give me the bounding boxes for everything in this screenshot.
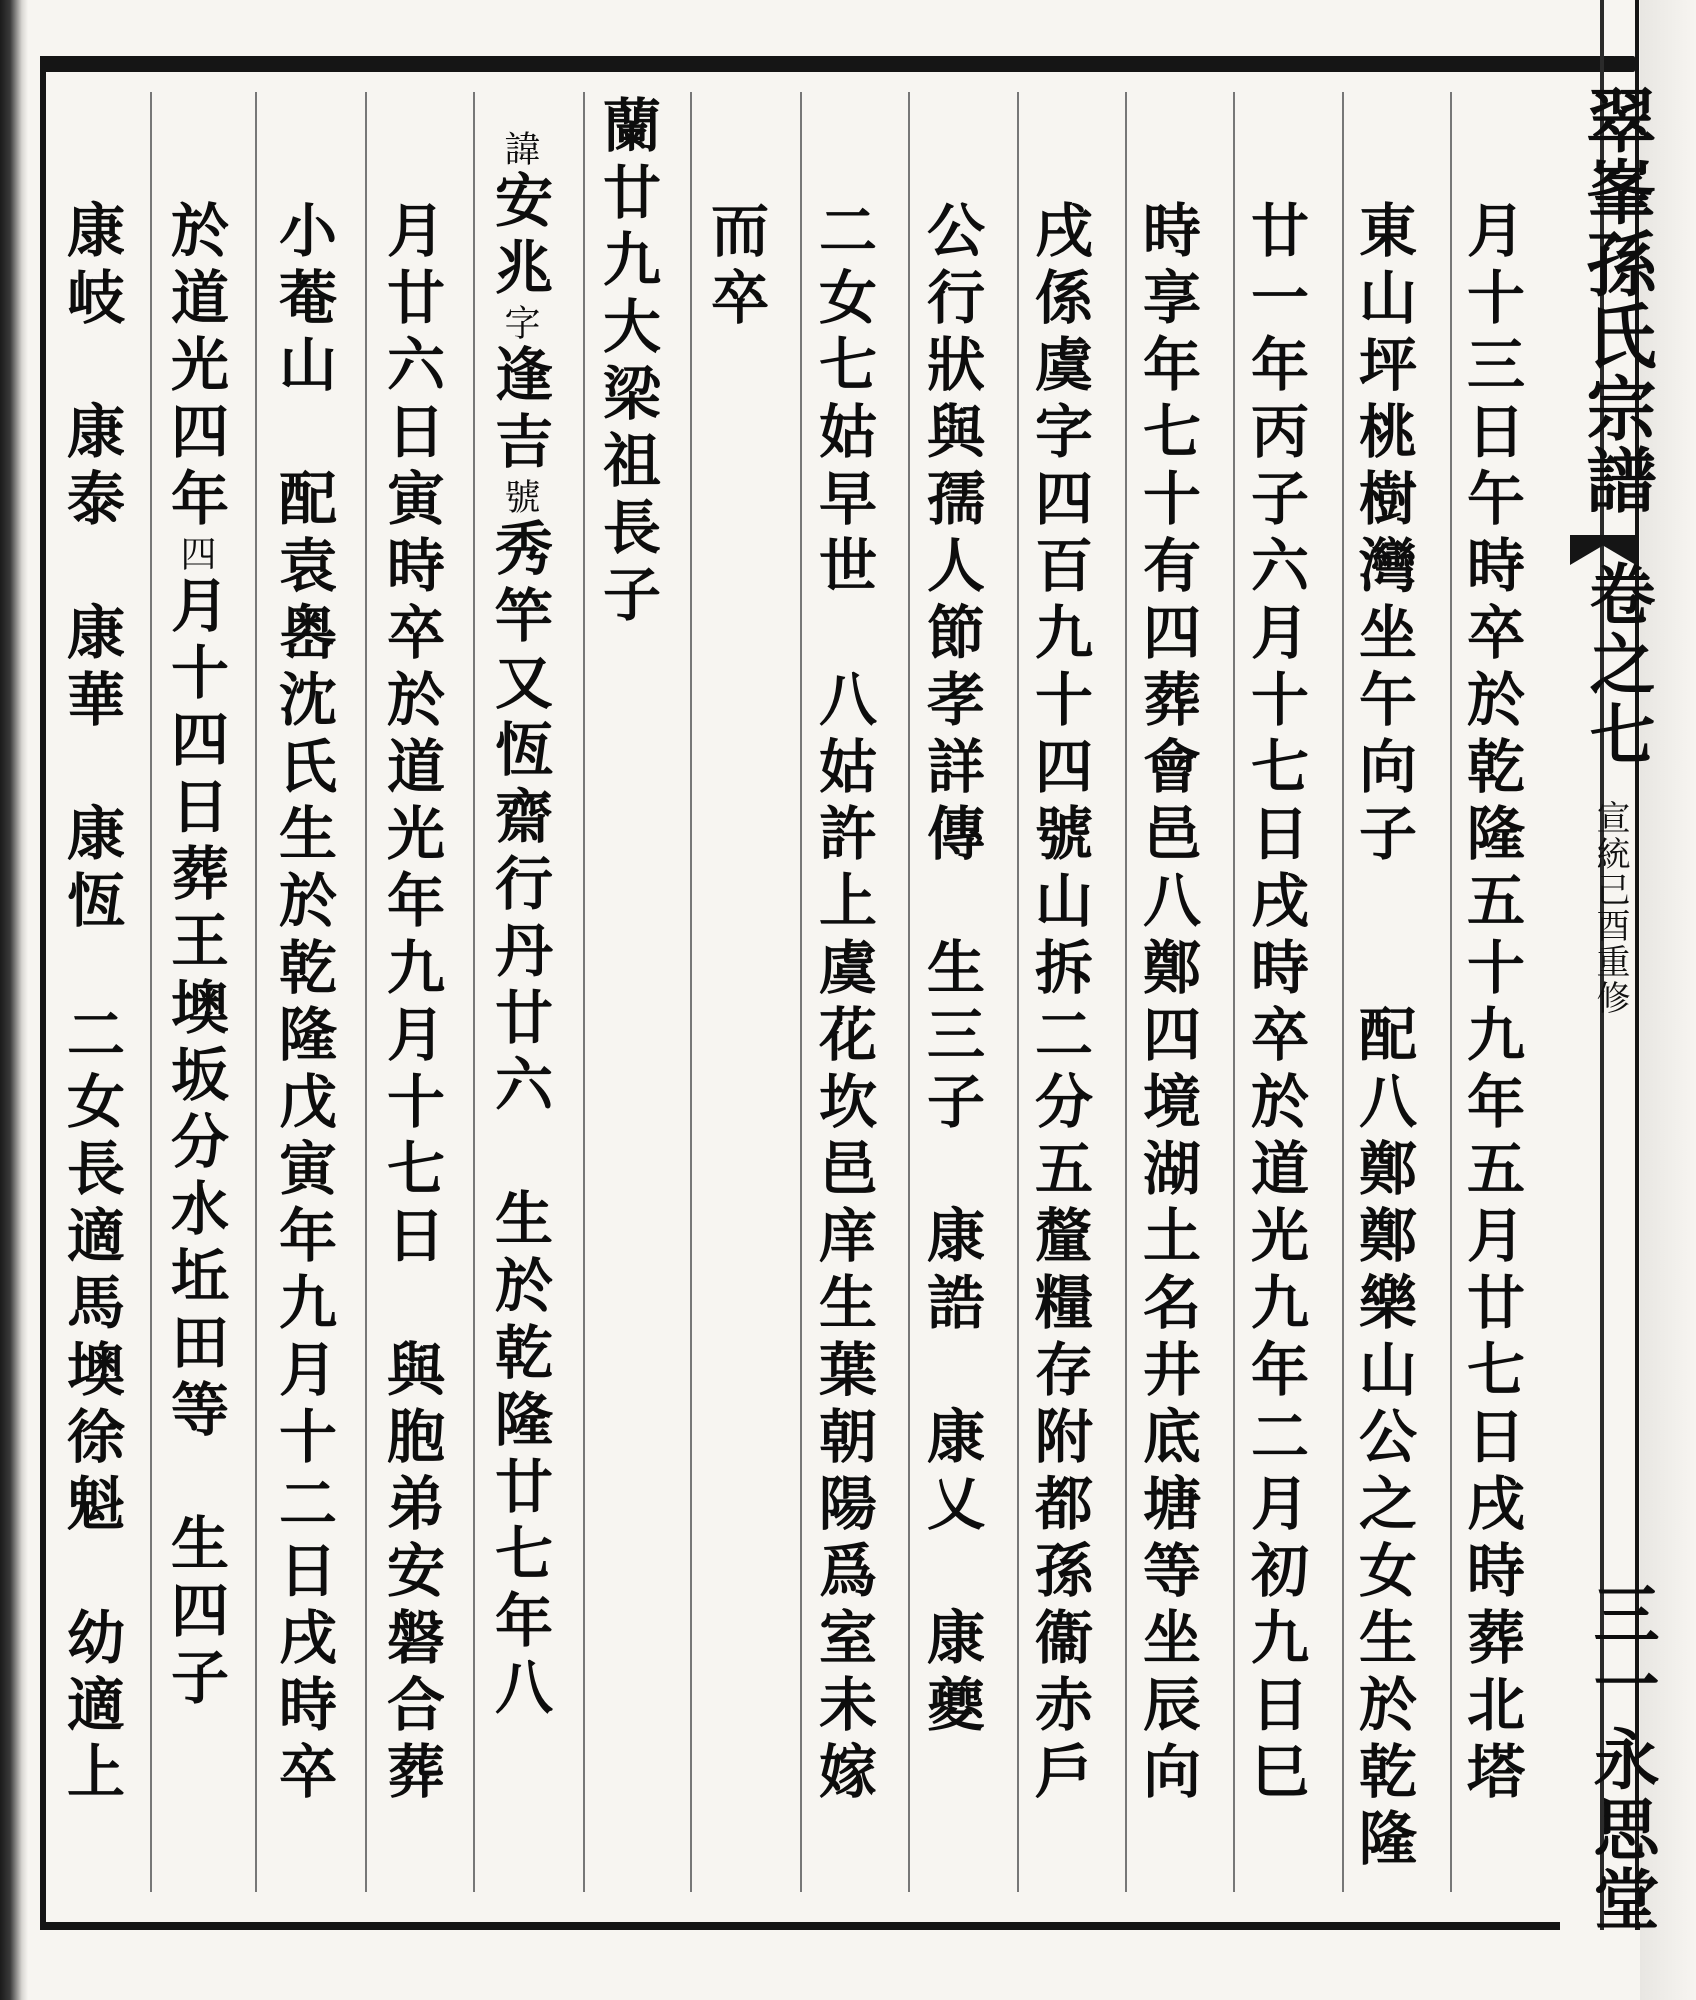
column-rule bbox=[1125, 92, 1127, 1892]
column-rule bbox=[1450, 92, 1452, 1892]
text-column-14: 康岐 康泰 康華 康恆 二女長適馬墺徐魁 幼適上 bbox=[57, 200, 125, 1808]
text-column-12: 小菴山 配袁嶴沈氏生於乾隆戊寅年九月十二日戌時卒 bbox=[269, 200, 337, 1808]
banner-edition: 宣統己酉重修 bbox=[1590, 800, 1630, 1016]
text-column-10: 諱安兆字逢吉號秀竿又恆齋行丹廿六 生於乾隆廿七年八 bbox=[485, 130, 553, 1724]
small-char: 諱 bbox=[499, 130, 540, 170]
frame-top-border bbox=[40, 56, 1635, 72]
banner-page-number: 三一 bbox=[1582, 1580, 1660, 1720]
column-rule bbox=[908, 92, 910, 1892]
text-column-3: 廿一年丙子六月十七日戌時卒於道光九年二月初九日巳 bbox=[1241, 200, 1309, 1808]
column-rule bbox=[255, 92, 257, 1892]
binding-shadow bbox=[0, 0, 28, 2000]
text-column-8: 而卒 bbox=[701, 200, 769, 334]
banner-hall-name: 永思堂 bbox=[1582, 1725, 1660, 1935]
column-rule bbox=[1233, 92, 1235, 1892]
column-rule bbox=[473, 92, 475, 1892]
frame-left-border bbox=[40, 56, 46, 1930]
banner-title: 翠峯孫氏宗譜 bbox=[1575, 84, 1658, 516]
text-column-1: 月十三日午時卒於乾隆五十九年五月廿七日戌時葬北塔 bbox=[1457, 200, 1525, 1808]
text-column-5: 戌係虞字四百九十四號山拆二分五釐糧存附都孫衞赤戶 bbox=[1025, 200, 1093, 1808]
text-column-2: 東山坪桃樹灣坐午向子 配八鄭鄭樂山公之女生於乾隆 bbox=[1349, 200, 1417, 1875]
column-rule bbox=[150, 92, 152, 1892]
column-rule bbox=[1342, 92, 1344, 1892]
column-rule bbox=[1017, 92, 1019, 1892]
text-column-7: 二女七姑早世 八姑許上虞花坎邑庠生葉朝陽爲室未嫁 bbox=[809, 200, 877, 1808]
frame-bottom-border bbox=[40, 1922, 1640, 1930]
text-column-9: 蘭廿九大梁祖長子 bbox=[593, 95, 661, 631]
column-rule bbox=[690, 92, 692, 1892]
text-column-4: 時享年七十有四葬會邑八鄭四境湖土名井底塘等坐辰向 bbox=[1133, 200, 1201, 1808]
text-column-6: 公行狀與孺人節孝詳傳 生三子 康誥 康乂 康夔 bbox=[917, 200, 985, 1741]
column-rule bbox=[365, 92, 367, 1892]
column-rule bbox=[800, 92, 802, 1892]
banner-volume: 卷之七 bbox=[1578, 560, 1656, 770]
text-column-13: 於道光四年四月十四日葬王墺坂分水坵田等 生四子 bbox=[161, 200, 229, 1714]
column-rule bbox=[583, 92, 585, 1892]
text-column-11: 月廿六日寅時卒於道光年九月十七日 與胞弟安磐合葬 bbox=[377, 200, 445, 1808]
